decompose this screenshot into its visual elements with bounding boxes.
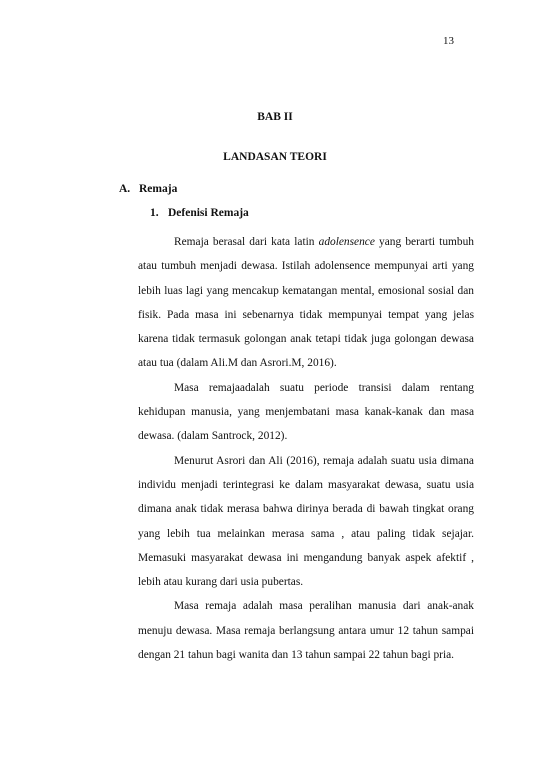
paragraph-text: Remaja berasal dari kata latin	[174, 236, 319, 248]
subsection-heading	[150, 207, 249, 219]
paragraph	[138, 230, 474, 376]
paragraph-text: yang berarti tumbuh atau tumbuh menjadi dewasa. Istilah adolensence mempunyai arti yang lebih luas lagi yang mencakup kematangan mental, emosional sosial dan fisik. Pada masa ini sebenarnya tidak mempunyai tempat yang jelas karena tidak termasuk golongan anak tetapi tidak juga golongan dewasa atau tua (dalam Ali.M dan Asrori.M, 2016).	[138, 236, 474, 370]
section-title: Remaja	[139, 183, 178, 195]
page-number: 13	[443, 35, 454, 47]
section-marker: A.	[119, 183, 131, 195]
subsection-marker: 1.	[150, 207, 159, 219]
body-text	[138, 230, 474, 667]
foreign-term: adolensence	[318, 236, 375, 248]
paragraph: Menurut Asrori dan Ali (2016), remaja adalah suatu usia dimana individu menjadi terintegrasi ke dalam masyarakat dewasa, suatu usia dimana anak tidak merasa bahwa dirinya berada di bawah tingkat orang yang lebih tua melainkan merasa sama , atau paling tidak sejajar. Memasuki masyarakat dewasa ini mengandung banyak aspek afektif , lebih atau kurang dari usia pubertas.	[138, 454, 474, 589]
subsection-title: Defenisi Remaja	[168, 207, 249, 219]
chapter-title: LANDASAN TEORI	[223, 151, 327, 163]
paragraph: Masa remajaadalah suatu periode transisi dalam rentang kehidupan manusia, yang menjembatani masa kanak-kanak dan masa dewasa. (dalam Santrock, 2012).	[138, 381, 474, 443]
chapter-number: BAB II	[257, 111, 293, 123]
paragraph: Masa remaja adalah masa peralihan manusia dari anak-anak menuju dewasa. Masa remaja berlangsung antara umur 12 tahun sampai dengan 21 tahun bagi wanita dan 13 tahun sampai 22 tahun bagi pria.	[138, 600, 474, 662]
section-heading	[119, 183, 177, 195]
